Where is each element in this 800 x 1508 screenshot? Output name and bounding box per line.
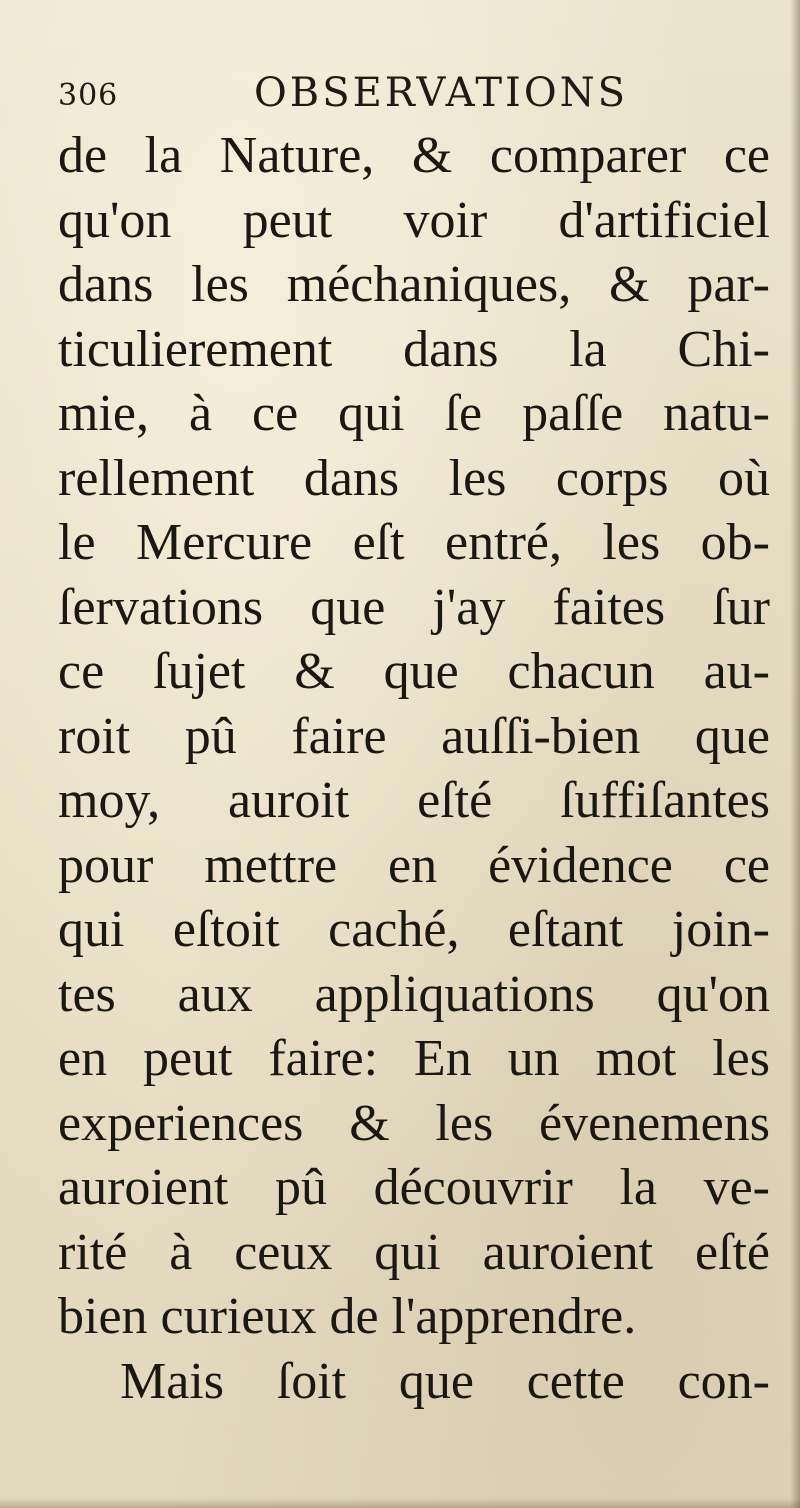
text-line: en peut faire: En un mot les — [58, 1030, 770, 1087]
text-line: ſervations que j'ay faites ſur — [58, 578, 770, 636]
text-line: qui eſtoit caché, eſtant join- — [58, 901, 770, 958]
text-line: qu'on peut voir d'artificiel — [58, 191, 770, 249]
text-line: bien curieux de l'apprendre. — [58, 1288, 637, 1345]
text-line: ce ſujet & que chacun au- — [58, 643, 770, 700]
text-line: rellement dans les corps où — [58, 449, 770, 507]
text-line: ticulierement dans la Chi- — [58, 320, 770, 378]
text-line: tes aux appliquations qu'on — [58, 965, 770, 1023]
text-line: rité à ceux qui auroient eſté — [58, 1223, 770, 1281]
text-line: de la Nature, & comparer ce — [58, 127, 770, 184]
text-line: Mais ſoit que cette con- — [120, 1352, 770, 1410]
page-edge-shadow — [790, 0, 800, 1508]
text-line: mie, à ce qui ſe paſſe natu- — [58, 385, 770, 442]
page-header — [58, 70, 778, 126]
running-title: OBSERVATIONS — [254, 70, 629, 116]
text-line: auroient pû découvrir la ve- — [58, 1159, 770, 1216]
page-number: 306 — [58, 78, 119, 113]
text-line: experiences & les évenemens — [58, 1094, 770, 1152]
page-bottom-shadow — [0, 1498, 800, 1508]
text-line: moy, auroit eſté ſuffiſantes — [58, 772, 770, 829]
text-line: le Mercure eſt entré, les ob- — [58, 514, 770, 571]
body-text — [58, 124, 770, 1414]
text-line: pour mettre en évidence ce — [58, 836, 770, 894]
text-line: dans les méchaniques, & par- — [58, 256, 770, 313]
text-line: roit pû faire auſſi-bien que — [58, 707, 770, 765]
